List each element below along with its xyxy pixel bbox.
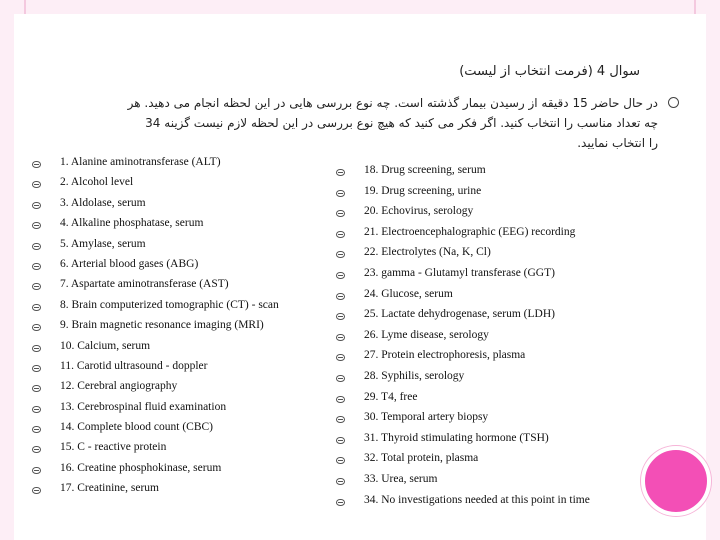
option-label: 16. Creatine phosphokinase, serum — [60, 461, 222, 474]
bullet-icon — [32, 365, 41, 372]
bullet-icon — [336, 354, 345, 361]
option-item[interactable] — [32, 421, 279, 441]
option-item[interactable] — [336, 205, 590, 226]
bullet-icon — [336, 416, 345, 423]
bullet-icon — [336, 231, 345, 238]
option-item[interactable] — [32, 217, 279, 237]
bullet-icon — [336, 457, 345, 464]
option-label: 30. Temporal artery biopsy — [364, 411, 489, 424]
bullet-icon — [32, 467, 41, 474]
option-label: 10. Calcium, serum — [60, 339, 151, 352]
question-title: سوال 4 (فرمت انتخاب از لیست) — [459, 64, 640, 79]
option-label: 14. Complete blood count (CBC) — [60, 421, 214, 434]
option-item[interactable] — [32, 462, 279, 482]
bullet-icon — [336, 437, 345, 444]
bullet-icon — [32, 324, 41, 331]
question-text — [70, 93, 658, 153]
option-label: 26. Lyme disease, serology — [364, 328, 489, 341]
bullet-icon — [336, 334, 345, 341]
option-label: 33. Urea, serum — [364, 472, 438, 485]
option-label: 25. Lactate dehydrogenase, serum (LDH) — [364, 308, 555, 321]
option-item[interactable] — [336, 164, 590, 185]
options-list-left — [32, 156, 279, 503]
option-label: 7. Aspartate aminotransferase (AST) — [60, 278, 229, 291]
bullet-icon — [336, 375, 345, 382]
option-label: 18. Drug screening, serum — [364, 164, 486, 176]
bullet-icon — [32, 406, 41, 413]
option-label: 21. Electroencephalographic (EEG) recording — [364, 225, 576, 238]
main-bullet-icon — [668, 97, 679, 108]
option-item[interactable] — [32, 482, 279, 502]
option-item[interactable] — [336, 452, 590, 473]
option-item[interactable] — [336, 391, 590, 412]
option-item[interactable] — [32, 340, 279, 360]
option-label: 20. Echovirus, serology — [364, 205, 474, 218]
question-line: چه تعداد مناسب را انتخاب کنید. اگر فکر می کنید که هیچ نوع بررسی در این لحظه لازم نیست گزینه 34 — [145, 116, 658, 130]
option-item[interactable] — [336, 288, 590, 309]
bullet-icon — [32, 222, 41, 229]
bullet-icon — [336, 293, 345, 300]
option-label: 3. Aldolase, serum — [60, 196, 146, 209]
option-item[interactable] — [32, 258, 279, 278]
bullet-icon — [336, 190, 345, 197]
option-label: 23. gamma - Glutamyl transferase (GGT) — [364, 266, 555, 279]
bullet-icon — [336, 478, 345, 485]
option-label: 24. Glucose, serum — [364, 287, 453, 300]
bullet-icon — [336, 169, 345, 176]
option-item[interactable] — [336, 185, 590, 206]
option-label: 15. C - reactive protein — [60, 441, 167, 454]
option-label: 27. Protein electrophoresis, plasma — [364, 349, 526, 362]
option-label: 1. Alanine aminotransferase (ALT) — [60, 156, 221, 168]
bullet-icon — [32, 161, 41, 168]
option-label: 29. T4, free — [364, 390, 418, 403]
option-label: 13. Cerebrospinal fluid examination — [60, 400, 227, 413]
option-item[interactable] — [336, 349, 590, 370]
option-item[interactable] — [32, 441, 279, 461]
option-item[interactable] — [336, 473, 590, 494]
option-item[interactable] — [32, 156, 279, 176]
decorative-pink-circle — [641, 446, 711, 516]
option-label: 32. Total protein, plasma — [364, 452, 479, 465]
option-label: 8. Brain computerized tomographic (CT) - scan — [60, 298, 279, 311]
bullet-icon — [32, 283, 41, 290]
option-item[interactable] — [336, 370, 590, 391]
option-item[interactable] — [32, 380, 279, 400]
option-item[interactable] — [32, 319, 279, 339]
bullet-icon — [32, 202, 41, 209]
option-item[interactable] — [32, 238, 279, 258]
option-label: 19. Drug screening, urine — [364, 184, 482, 197]
bullet-icon — [32, 243, 41, 250]
bullet-icon — [336, 313, 345, 320]
bullet-icon — [336, 272, 345, 279]
option-label: 11. Carotid ultrasound - doppler — [60, 359, 208, 372]
option-item[interactable] — [336, 308, 590, 329]
bullet-icon — [32, 263, 41, 270]
option-label: 31. Thyroid stimulating hormone (TSH) — [364, 431, 549, 444]
option-item[interactable] — [32, 401, 279, 421]
option-label: 34. No investigations needed at this point in time — [364, 493, 590, 506]
option-item[interactable] — [336, 494, 590, 515]
option-item[interactable] — [336, 267, 590, 288]
bullet-icon — [32, 446, 41, 453]
option-item[interactable] — [336, 432, 590, 453]
bullet-icon — [32, 487, 41, 494]
option-item[interactable] — [32, 176, 279, 196]
option-label: 22. Electrolytes (Na, K, Cl) — [364, 246, 491, 259]
option-label: 28. Syphilis, serology — [364, 369, 465, 382]
bullet-icon — [336, 251, 345, 258]
bullet-icon — [336, 210, 345, 217]
option-label: 12. Cerebral angiography — [60, 380, 178, 393]
bullet-icon — [32, 304, 41, 311]
bullet-icon — [336, 499, 345, 506]
question-line: را انتخاب نمایید. — [577, 136, 658, 150]
option-item[interactable] — [336, 411, 590, 432]
option-label: 9. Brain magnetic resonance imaging (MRI) — [60, 319, 264, 332]
option-label: 17. Creatinine, serum — [60, 482, 160, 495]
question-line: در حال حاضر 15 دقیقه از رسیدن بیمار گذشته است. چه نوع بررسی هایی در این لحظه انجام می دهید. هر — [127, 96, 658, 110]
option-item[interactable] — [32, 278, 279, 298]
bullet-icon — [32, 385, 41, 392]
option-label: 6. Arterial blood gases (ABG) — [60, 257, 199, 270]
option-label: 2. Alcohol level — [60, 176, 134, 189]
options-list-right — [336, 164, 590, 514]
bullet-icon — [32, 426, 41, 433]
bullet-icon — [32, 345, 41, 352]
option-item[interactable] — [32, 299, 279, 319]
option-label: 5. Amylase, serum — [60, 237, 146, 250]
bullet-icon — [336, 396, 345, 403]
option-item[interactable] — [336, 246, 590, 267]
option-item[interactable] — [32, 197, 279, 217]
option-item[interactable] — [32, 360, 279, 380]
option-item[interactable] — [336, 329, 590, 350]
bullet-icon — [32, 181, 41, 188]
option-label: 4. Alkaline phosphatase, serum — [60, 217, 204, 230]
option-item[interactable] — [336, 226, 590, 247]
